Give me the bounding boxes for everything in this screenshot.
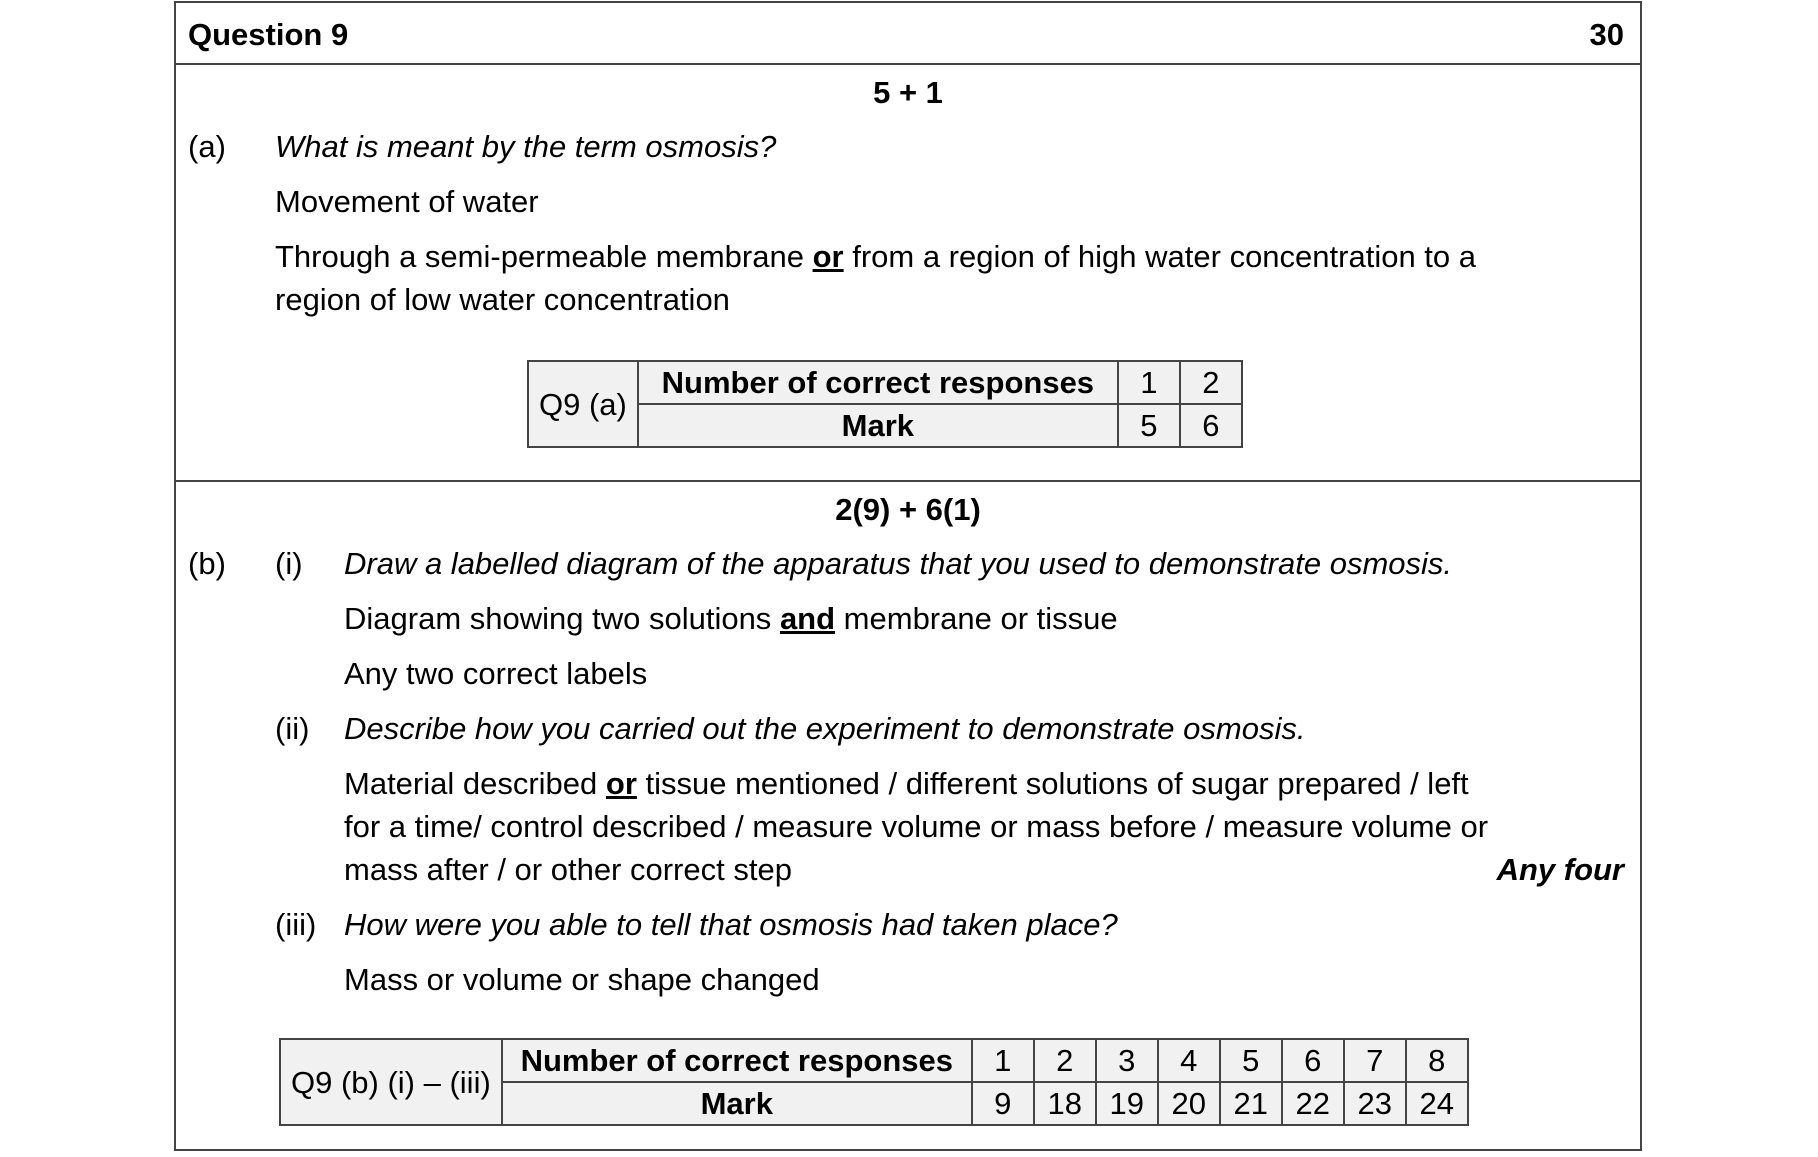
sub-i-question: Draw a labelled diagram of the apparatus that you used to demonstrate osmosis. (344, 546, 1453, 581)
answer-text: Material described (344, 766, 606, 801)
sub-ii-question: Describe how you carried out the experiment to demonstrate osmosis. (344, 711, 1306, 746)
responses-header: Number of correct responses (502, 1039, 972, 1082)
response-cell: 2 (1034, 1039, 1096, 1082)
question-header (176, 3, 1640, 65)
sub-iii-question: How were you able to tell that osmosis had taken place? (344, 907, 1118, 942)
response-cell: 6 (1282, 1039, 1344, 1082)
sub-iii-answer: Mass or volume or shape changed (344, 962, 820, 997)
sub-ii-answer-3: mass after / or other correct step (344, 852, 792, 887)
answer-text: Through a semi-permeable membrane (275, 239, 813, 274)
answer-text: from a region of high water concentration to a (843, 239, 1477, 274)
mark-header: Mark (638, 404, 1118, 447)
table-row-label: Q9 (b) (i) – (iii) (280, 1039, 502, 1125)
part-b-mark-table (279, 1038, 1469, 1126)
part-a-answer-2 (275, 235, 1476, 278)
part-a-question: What is meant by the term osmosis? (275, 129, 777, 164)
part-a-marks-formula: 5 + 1 (873, 75, 943, 110)
sub-ii-answer-1 (344, 762, 1469, 805)
response-cell: 3 (1096, 1039, 1158, 1082)
part-a-mark-table (527, 360, 1243, 448)
mark-cell: 21 (1220, 1082, 1282, 1125)
table-row-label: Q9 (a) (528, 361, 638, 447)
part-a-answer-3: region of low water concentration (275, 282, 730, 317)
question-title: Question 9 (188, 17, 349, 52)
sub-iii-label: (iii) (275, 907, 317, 942)
mark-cell: 23 (1344, 1082, 1406, 1125)
and-emphasis: and (779, 601, 836, 636)
part-b-section (176, 482, 1640, 1149)
response-cell: 8 (1406, 1039, 1468, 1082)
part-b-label: (b) (188, 546, 226, 581)
mark-cell: 22 (1282, 1082, 1344, 1125)
part-a-section (176, 65, 1640, 482)
part-a-label: (a) (188, 129, 226, 164)
marking-scheme-frame (174, 1, 1642, 1151)
sub-ii-answer-2: for a time/ control described / measure volume or mass before / measure volume or (344, 809, 1489, 844)
sub-i-answer-2: Any two correct labels (344, 656, 648, 691)
answer-text: membrane or tissue (835, 601, 1118, 636)
mark-cell: 18 (1034, 1082, 1096, 1125)
sub-ii-label: (ii) (275, 711, 310, 746)
response-cell: 1 (1118, 361, 1180, 404)
answer-text: Diagram showing two solutions (344, 601, 780, 636)
response-cell: 4 (1158, 1039, 1220, 1082)
answer-text: tissue mentioned / different solutions of sugar prepared / left (636, 766, 1469, 801)
mark-cell: 5 (1118, 404, 1180, 447)
part-a-answer-1: Movement of water (275, 184, 539, 219)
mark-cell: 9 (972, 1082, 1034, 1125)
response-cell: 7 (1344, 1039, 1406, 1082)
or-emphasis: or (812, 239, 844, 274)
mark-header: Mark (502, 1082, 972, 1125)
part-b-marks-formula: 2(9) + 6(1) (835, 492, 981, 527)
response-cell: 2 (1180, 361, 1242, 404)
responses-header: Number of correct responses (638, 361, 1118, 404)
or-emphasis: or (605, 766, 637, 801)
mark-cell: 20 (1158, 1082, 1220, 1125)
mark-cell: 19 (1096, 1082, 1158, 1125)
any-four-qualifier: Any four (1496, 852, 1624, 887)
mark-cell: 6 (1180, 404, 1242, 447)
sub-i-label: (i) (275, 546, 303, 581)
sub-i-answer-1 (344, 597, 1118, 640)
response-cell: 5 (1220, 1039, 1282, 1082)
response-cell: 1 (972, 1039, 1034, 1082)
mark-cell: 24 (1406, 1082, 1468, 1125)
question-total-marks: 30 (1589, 17, 1624, 52)
